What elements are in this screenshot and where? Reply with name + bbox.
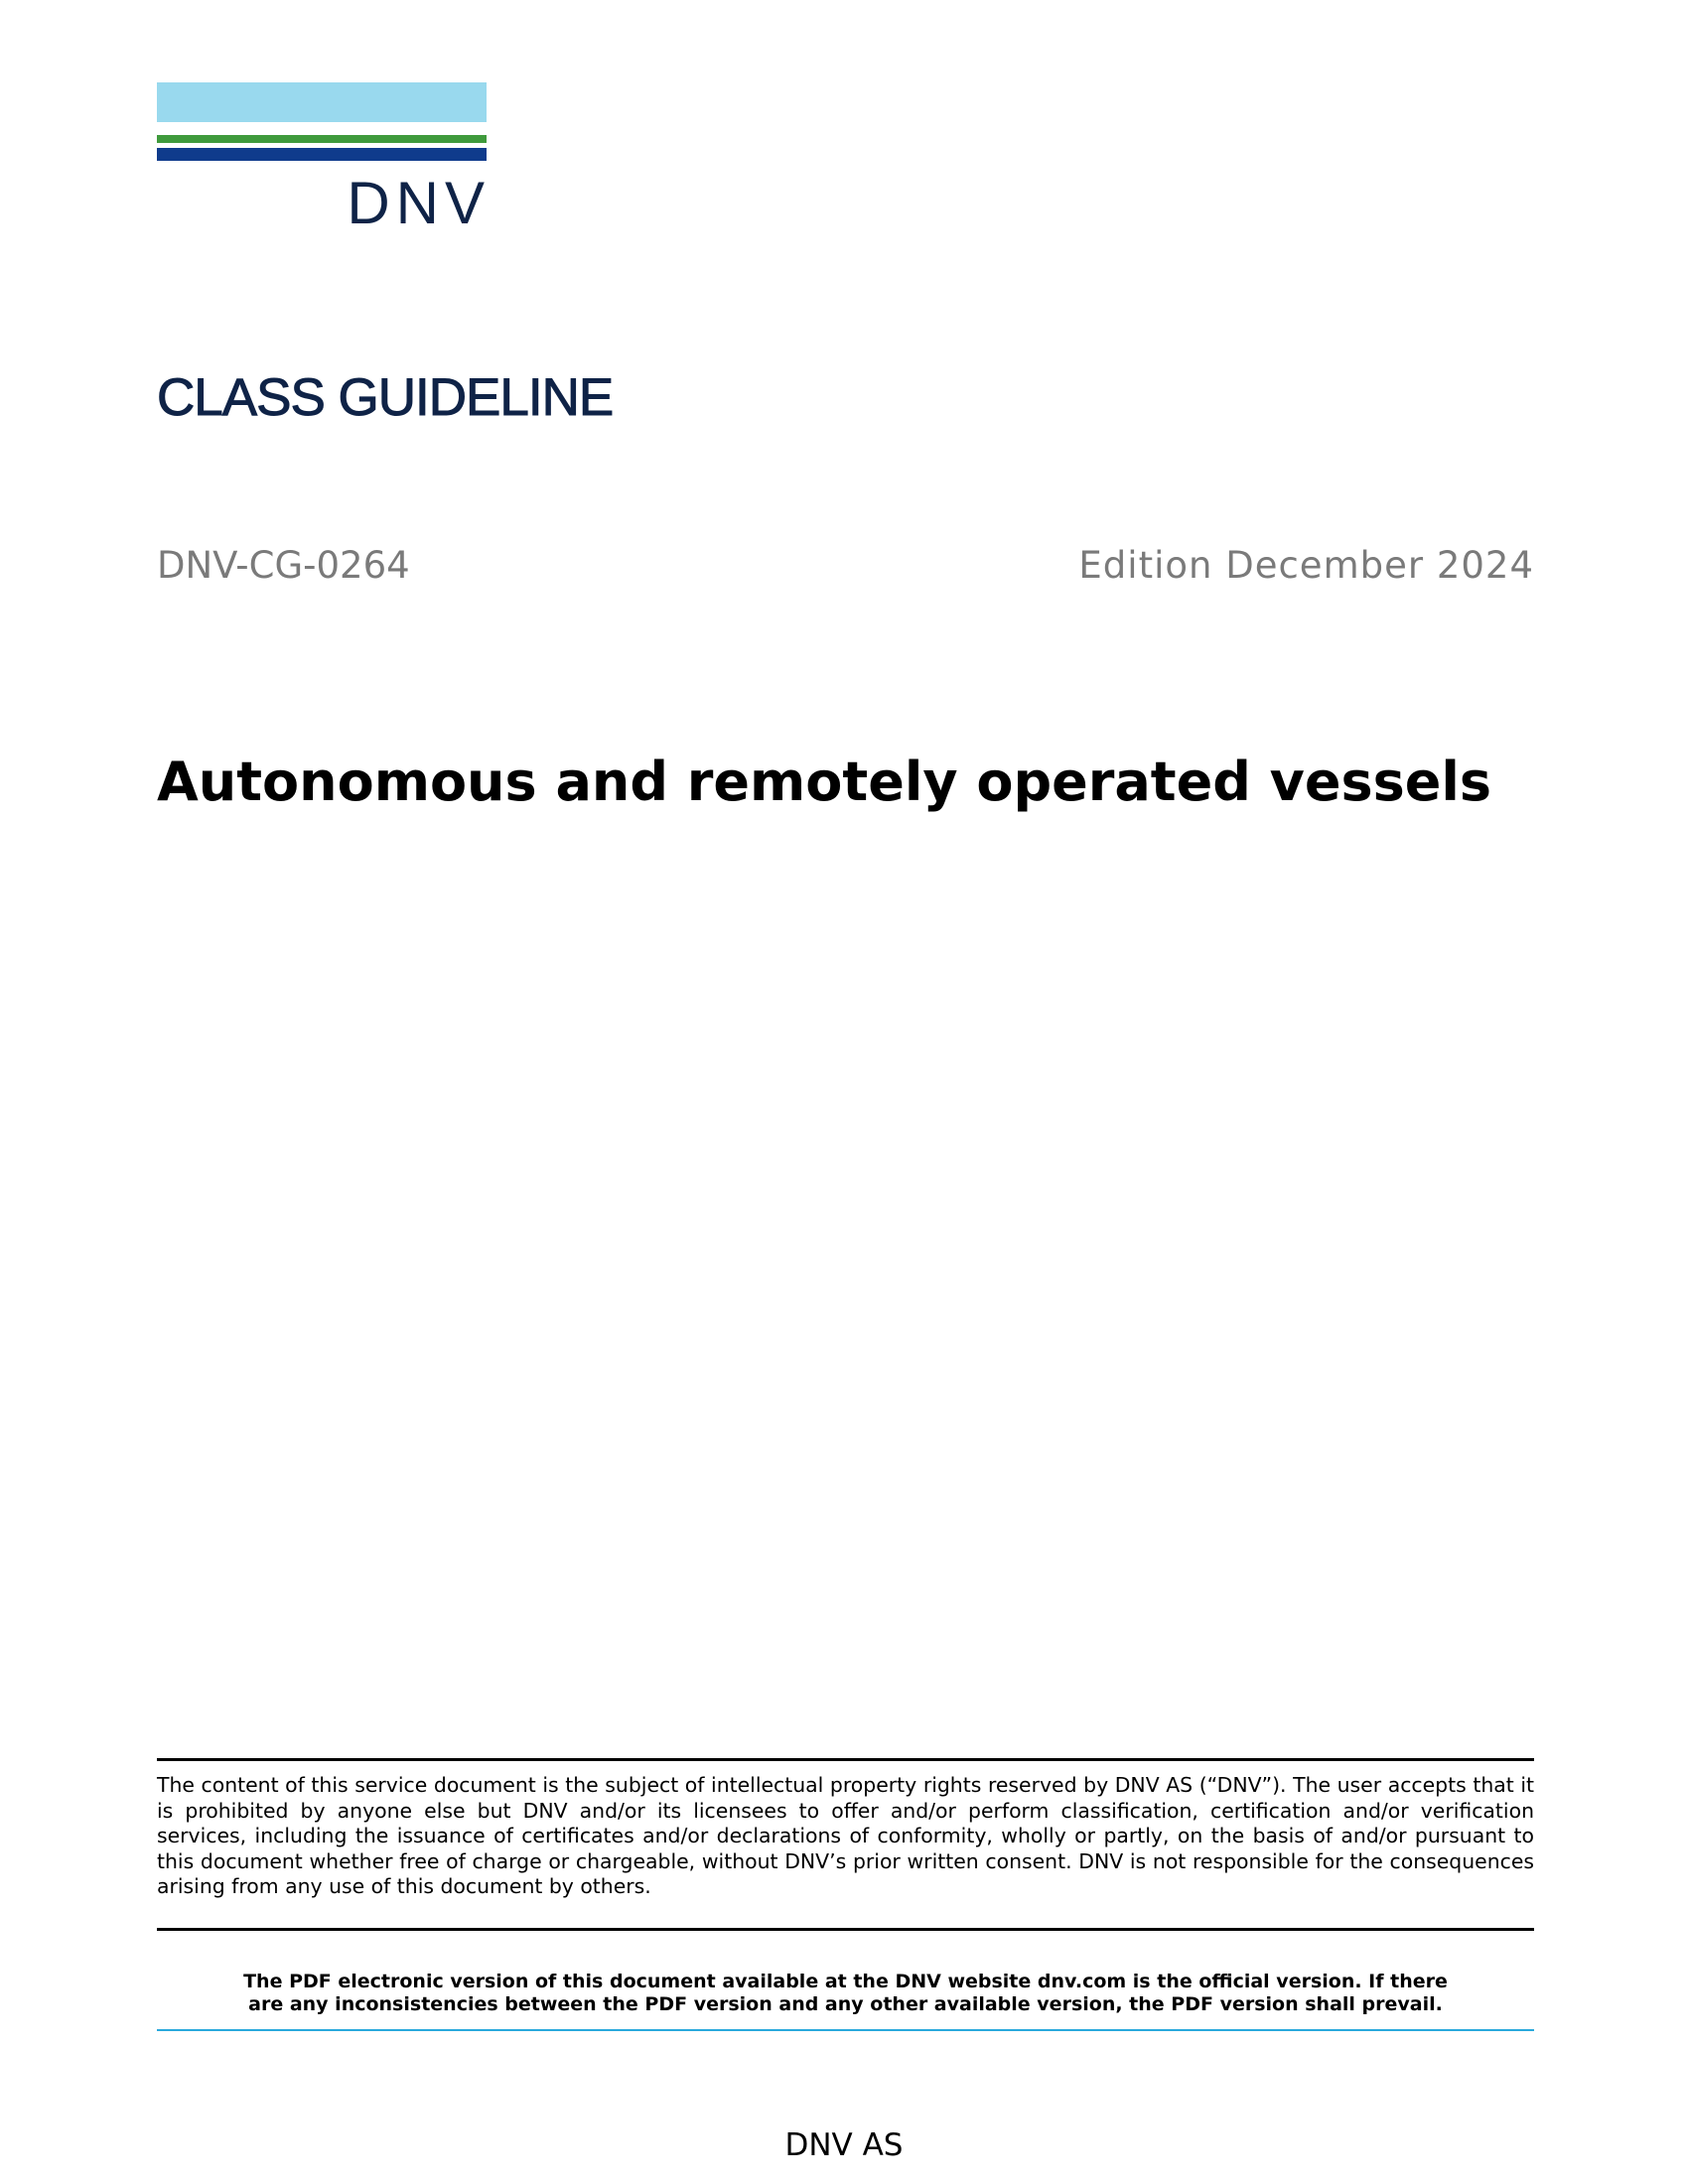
logo-green-bar <box>157 135 487 143</box>
dnv-logo <box>157 82 491 236</box>
disclaimer-top-divider <box>157 1758 1534 1761</box>
document-number: DNV-CG-0264 <box>157 544 410 587</box>
disclaimer-bottom-divider <box>157 1928 1534 1931</box>
logo-dark-blue-bar <box>157 148 487 161</box>
document-edition: Edition December 2024 <box>1078 544 1534 587</box>
logo-wordmark: DNV <box>347 170 491 236</box>
document-class: CLASS GUIDELINE <box>157 368 614 427</box>
document-meta <box>157 542 1534 590</box>
copyright-disclaimer: The content of this service document is the subject of intellectual property rights reserved by DNV AS (“DNV”). The user accepts that it is prohibited by anyone else but DNV and/or its licensees to offer and/or perform classification, certification and/or verification services, including the issuance of certificates and/or declarations of conformity, wholly or partly, on the basis of and/or pursuant to this document whether free of charge or chargeable, without DNV’s prior written consent. DNV is not responsible for the consequences arising from any use of this document by others. <box>157 1773 1534 1898</box>
publisher-name: DNV AS <box>784 2127 904 2163</box>
document-title: Autonomous and remotely operated vessels <box>157 751 1492 813</box>
official-note-line-2: are any inconsistencies between the PDF version and any other available version, the PDF version shall prevail. <box>248 1993 1443 2015</box>
official-note-divider <box>157 2029 1534 2031</box>
official-version-note <box>157 1971 1534 2016</box>
official-note-line-1: The PDF electronic version of this document available at the DNV website dnv.com is the official version. If there <box>243 1971 1448 1992</box>
logo-light-blue-bar <box>157 82 487 122</box>
